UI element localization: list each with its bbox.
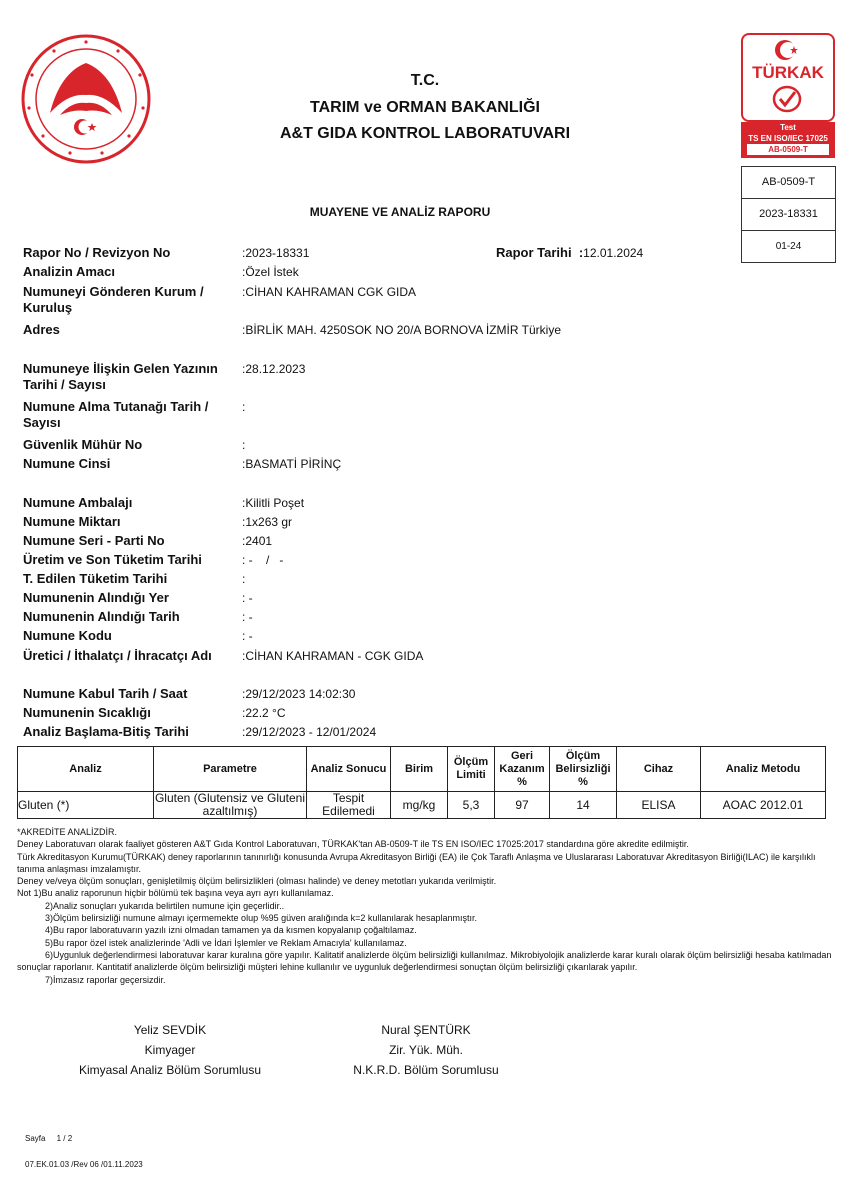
- header-tc: T.C.: [410, 72, 440, 89]
- note-results-info: Deney ve/veya ölçüm sonuçları, genişletilmiş ölçüm belirsizlikleri (olması halinde) ve deney metotları yukarıda verilmiştir.: [17, 876, 497, 887]
- field-value-producer: :CİHAN KAHRAMAN - CGK GIDA: [242, 649, 424, 663]
- report-date-value: 12.01.2024: [583, 246, 644, 260]
- note-turkak-recognition: Türk Akreditasyon Kurumu(TÜRKAK) deney raporlarının tanınırlığı konusunda Avrupa Akreditasyon Birliği (EA) ile Çok Taraflı Anlaşma ve Uluslararası Laboratuvar Akreditasyon Birliği(ILAC) ile karşılıklı tanıma anlaşması imzalamıştır.: [17, 851, 816, 874]
- page-label: Sayfa: [25, 1134, 46, 1143]
- note-accredited: *AKREDİTE ANALİZDİR.: [17, 827, 118, 837]
- results-table: [17, 746, 826, 819]
- field-label-letter-date: Numuneye İlişkin Gelen Yazının Tarihi / Sayısı: [23, 361, 218, 392]
- note-3: 3)Ölçüm belirsizliği numune almayı içermemekte olup %95 güven aralığında k=2 kullanılarak hesaplanmıştır.: [45, 913, 477, 924]
- col-analiz: Analiz: [18, 747, 154, 792]
- col-limit: Ölçüm Limiti: [448, 747, 495, 792]
- field-label-seal-no: Güvenlik Mühür No: [23, 437, 143, 452]
- turkak-test-label: Test: [780, 123, 796, 132]
- field-label-acceptance: Numune Kabul Tarih / Saat: [23, 686, 188, 701]
- turkak-accreditation-logo: [741, 33, 835, 158]
- signature-block-1: [50, 1020, 290, 1080]
- cell-analiz: Gluten (*): [18, 792, 154, 819]
- field-label-analysis-dates: Analiz Başlama-Bitiş Tarihi: [23, 724, 189, 739]
- accreditation-code: AB-0509-T: [742, 167, 835, 199]
- report-date: Rapor Tarihi :12.01.2024: [496, 245, 644, 260]
- field-label-sample-date: Numunenin Alındığı Tarih: [23, 609, 180, 624]
- notes-section: [17, 826, 837, 986]
- col-metod: Analiz Metodu: [701, 747, 826, 792]
- note-4: 4)Bu rapor laboratuvarın yazılı izni olmadan tamamen ya da kısmen kopyalanıp çoğaltılamaz.: [45, 925, 417, 936]
- results-header-row: [18, 747, 826, 792]
- field-label-sender: Numuneyi Gönderen Kurum / Kuruluş: [23, 284, 204, 315]
- field-value-address: :BİRLİK MAH. 4250SOK NO 20/A BORNOVA İZMİR Türkiye: [242, 323, 561, 337]
- signature-block-2: [306, 1020, 546, 1080]
- field-label-report-no: Rapor No / Revizyon No: [23, 245, 171, 260]
- signer-1-title: Kimyager: [144, 1043, 196, 1057]
- field-label-temperature: Numunenin Sıcaklığı: [23, 705, 151, 720]
- field-value-batch-no: :2401: [242, 534, 273, 548]
- field-label-batch-no: Numune Seri - Parti No: [23, 533, 165, 548]
- field-label-sample-code: Numune Kodu: [23, 628, 112, 643]
- field-value-sender: :CİHAN KAHRAMAN CGK GIDA: [242, 285, 417, 299]
- signer-1-role: Kimyasal Analiz Bölüm Sorumlusu: [78, 1063, 262, 1077]
- page-indicator: [25, 1134, 72, 1143]
- field-value-sample-type: :BASMATİ PİRİNÇ: [242, 457, 342, 471]
- col-parametre: Parametre: [154, 747, 307, 792]
- header-laboratory: A&T GIDA KONTROL LABORATUVARI: [279, 125, 571, 142]
- cell-limit: 5,3: [448, 792, 495, 819]
- page-value: 1 / 2: [56, 1134, 73, 1143]
- checkmark-icon: [772, 85, 802, 113]
- note-lab-accreditation: Deney Laboratuvarı olarak faaliyet gösteren A&T Gıda Kontrol Laboratuvarı, TÜRKAK'tan AB-0509-T ile TS EN ISO/IEC 17025:2017 standardına göre akredite edilmiştir.: [17, 839, 689, 850]
- col-cihaz: Cihaz: [617, 747, 701, 792]
- field-value-temperature: :22.2 °C: [242, 706, 286, 720]
- cell-cihaz: ELISA: [617, 792, 701, 819]
- signer-2-role: N.K.R.D. Bölüm Sorumlusu: [353, 1063, 499, 1077]
- note-6: 6)Uygunluk değerlendirmesi laboratuvar karar kuralına göre yapılır. Kalitatif analizlerde ölçüm belirsizliği kullanılmaz. Mikrobiyolojik analizlerde karar kuralı olarak ölçüm belirsizliği hesaba katılmadan sonuçlar raporlanır. Kantitatif analizlerde ölçüm belirsizliği müşteri lehine kullanılır ve uygunluk değerlendirmesi sonuçtan ölçüm belirsizliği çıkarılarak yapılır.: [17, 949, 832, 973]
- field-value-production-expiry: : - / -: [242, 553, 284, 567]
- signer-2-title: Zir. Yük. Müh.: [389, 1043, 463, 1057]
- field-value-sampling-record: :: [242, 400, 246, 414]
- field-label-purpose: Analizin Amacı: [23, 264, 115, 279]
- accreditation-period: 01-24: [775, 241, 802, 252]
- field-label-sampling-record: Numune Alma Tutanağı Tarih / Sayısı: [23, 399, 209, 430]
- field-label-consumption-date: T. Edilen Tüketim Tarihi: [23, 571, 168, 586]
- note-2: 2)Analiz sonuçları yukarıda belirtilen numune için geçerlidir..: [45, 900, 285, 911]
- field-value-sample-date: : -: [242, 610, 253, 624]
- accreditation-report-no: 2023-18331: [742, 199, 835, 231]
- field-value-sample-code: : -: [242, 629, 253, 643]
- cell-birim: mg/kg: [391, 792, 448, 819]
- field-value-packaging: :Kilitli Poşet: [242, 496, 305, 510]
- field-label-packaging: Numune Ambalajı: [23, 495, 133, 510]
- field-value-quantity: :1x263 gr: [242, 515, 293, 529]
- field-label-producer: Üretici / İthalatçı / İhracatçı Adı: [23, 648, 212, 663]
- field-value-analysis-dates: :29/12/2023 - 12/01/2024: [242, 725, 377, 739]
- cell-sonuc: Tespit Edilemedi: [307, 792, 391, 819]
- cell-parametre: Gluten (Glutensiz ve Gluteni azaltılmış): [154, 791, 306, 818]
- doc-code: 07.EK.01.03 /Rev 06 /01.11.2023: [25, 1160, 143, 1169]
- table-row: [18, 792, 826, 819]
- field-label-sample-type: Numune Cinsi: [23, 456, 111, 471]
- field-value-purpose: :Özel İstek: [242, 265, 299, 279]
- turkak-name: TÜRKAK: [752, 63, 824, 82]
- note-1: Not 1)Bu analiz raporunun hiçbir bölümü tek başına veya ayrı ayrı kullanılamaz.: [17, 888, 334, 899]
- cell-geri-kazanim: 97: [495, 792, 550, 819]
- turkak-code: AB-0509-T: [747, 144, 829, 155]
- field-label-production-expiry: Üretim ve Son Tüketim Tarihi: [23, 552, 202, 567]
- col-geri-kazanim: Geri Kazanım %: [495, 747, 550, 792]
- signer-2-name: Nural ŞENTÜRK: [381, 1023, 471, 1037]
- turkak-standard: TS EN ISO/IEC 17025: [748, 134, 828, 143]
- report-title: MUAYENE VE ANALİZ RAPORU: [309, 205, 491, 219]
- note-7: 7)İmzasız raporlar geçersizdir.: [45, 974, 166, 985]
- field-label-sample-place: Numunenin Alındığı Yer: [23, 590, 169, 605]
- field-value-seal-no: :: [242, 438, 246, 452]
- header-ministry: TARIM ve ORMAN BAKANLIĞI: [310, 99, 540, 116]
- field-value-sample-place: : -: [242, 591, 253, 605]
- cell-metod: AOAC 2012.01: [701, 792, 826, 819]
- col-sonuc: Analiz Sonucu: [307, 747, 391, 792]
- field-label-quantity: Numune Miktarı: [23, 514, 121, 529]
- crescent-star-icon: [774, 39, 802, 61]
- report-date-label: Rapor Tarihi: [496, 245, 572, 260]
- cell-belirsizlik: 14: [550, 792, 617, 819]
- signer-1-name: Yeliz SEVDİK: [133, 1023, 207, 1037]
- field-value-consumption-date: :: [242, 572, 246, 586]
- col-birim: Birim: [391, 747, 448, 792]
- field-value-acceptance: :29/12/2023 14:02:30: [242, 687, 356, 701]
- field-value-report-no: :2023-18331: [242, 246, 310, 260]
- col-belirsizlik: Ölçüm Belirsizliği %: [550, 747, 617, 792]
- field-label-address: Adres: [23, 322, 60, 337]
- field-value-letter-date: :28.12.2023: [242, 362, 306, 376]
- note-5: 5)Bu rapor özel istek analizlerinde 'Adli ve İdari İşlemler ve Reklam Amacıyla' kullanılamaz.: [45, 937, 407, 948]
